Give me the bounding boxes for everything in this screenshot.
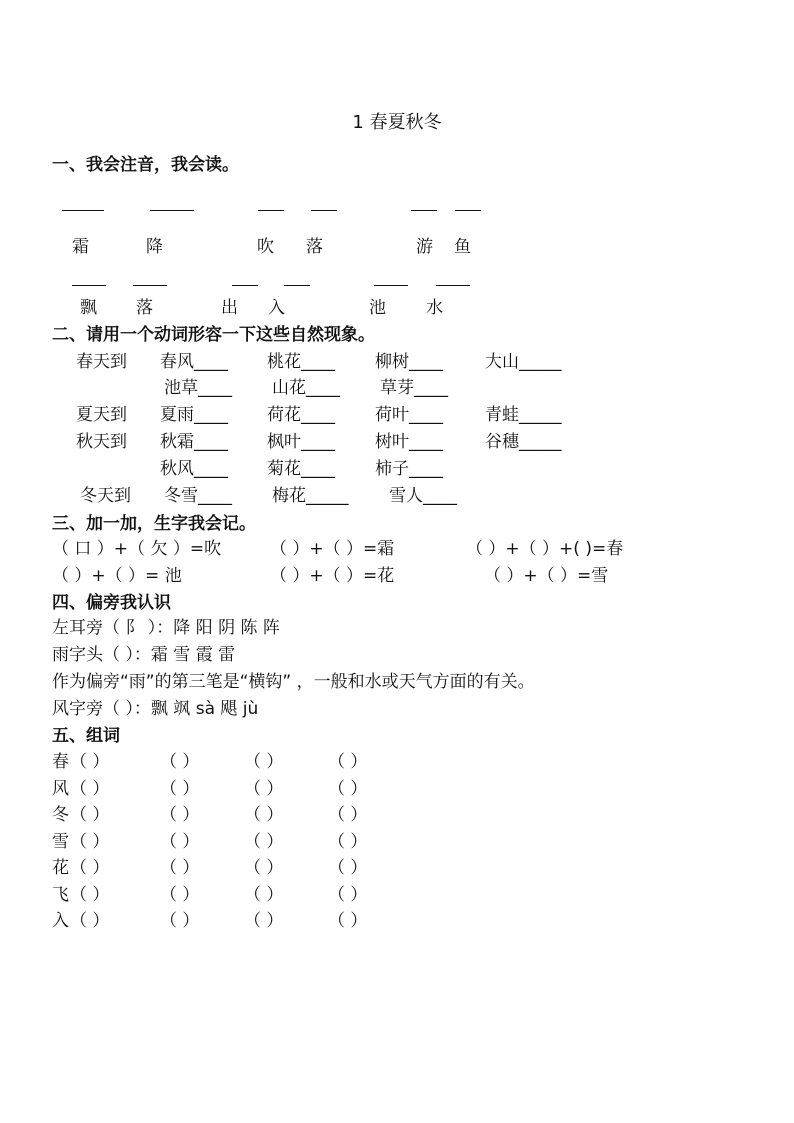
fill-item[interactable]: 冬雪____ [164,486,232,506]
word-blank[interactable]: （ ） [244,858,284,878]
word-blank[interactable]: （ ） [244,752,284,772]
compose-equation[interactable]: （ ）+（ ）=霜 [270,539,395,559]
word-blank[interactable]: （ ） [244,831,284,852]
word-grid-character: 雪 [52,831,69,852]
season-label: 夏天到 [76,405,127,425]
radical-line-wind[interactable]: 风字旁（ ）：飘 飒 sà 飓 jù [52,699,259,719]
character: 水 [426,298,443,318]
fill-item[interactable]: 夏雨____ [160,405,228,425]
fill-item[interactable]: 雪人____ [389,486,457,506]
character: 吹 [257,237,274,257]
section-2-heading: 二、请用一个动词形容一下这些自然现象。 [52,325,375,345]
word-blank[interactable]: （ ） [160,778,200,799]
word-grid-character: 冬 [52,805,69,825]
character: 出 [221,298,238,318]
word-blank[interactable]: （ ） [70,884,110,905]
word-blank[interactable]: （ ） [160,831,200,852]
fill-item[interactable]: 桃花____ [267,352,335,372]
season-label: 秋天到 [76,432,127,452]
word-blank[interactable]: （ ） [328,911,368,931]
fill-item[interactable]: 梅花_____ [272,486,349,506]
character: 落 [306,237,323,257]
fill-item[interactable]: 枫叶____ [267,432,335,452]
word-grid-character: 春 [52,752,69,772]
character: 降 [146,237,163,257]
word-blank[interactable]: （ ） [160,752,200,772]
word-blank[interactable]: （ ） [328,831,368,852]
fill-item[interactable]: 树叶____ [375,432,443,452]
fill-item[interactable]: 荷花____ [267,405,335,425]
radical-note: 作为偏旁“雨”的第三笔是“横钩” ，一般和水或天气方面的有关。 [52,672,535,692]
radical-line-rain[interactable]: 雨字头（ ）：霜 雪 霞 雷 [52,645,236,665]
radical-line-left-ear: 左耳旁（ 阝 ）：降 阳 阴 陈 阵 [52,618,280,638]
word-blank[interactable]: （ ） [70,911,110,931]
character: 落 [136,298,153,318]
compose-equation[interactable]: （ ）+（ ）=花 [270,566,395,586]
pinyin-blank[interactable] [150,210,194,211]
fill-item[interactable]: 池草____ [164,378,232,398]
character: 入 [268,298,285,318]
word-blank[interactable]: （ ） [70,778,110,799]
fill-item[interactable]: 秋风____ [160,459,228,479]
word-blank[interactable]: （ ） [70,831,110,852]
word-grid-character: 风 [52,778,69,799]
pinyin-blank[interactable] [374,285,408,286]
fill-item[interactable]: 青蛙_____ [485,405,562,425]
pinyin-blank[interactable] [133,285,167,286]
fill-item[interactable]: 山花____ [272,378,340,398]
word-grid-character: 花 [52,858,69,878]
character: 霜 [72,237,89,257]
fill-item[interactable]: 菊花____ [267,459,335,479]
season-label: 春天到 [76,352,127,372]
pinyin-blank[interactable] [455,210,481,211]
fill-item[interactable]: 大山_____ [485,352,562,372]
character: 鱼 [454,237,471,257]
word-blank[interactable]: （ ） [160,911,200,931]
word-blank[interactable]: （ ） [244,805,284,825]
compose-equation[interactable]: （ ）+（ ）+( )=春 [466,539,624,559]
word-blank[interactable]: （ ） [160,884,200,905]
word-blank[interactable]: （ ） [70,858,110,878]
word-grid-character: 飞 [52,884,69,905]
compose-equation[interactable]: （ 口 ）+（ 欠 ）=吹 [52,539,222,559]
word-blank[interactable]: （ ） [328,752,368,772]
word-blank[interactable]: （ ） [328,884,368,905]
pinyin-blank[interactable] [284,285,310,286]
word-blank[interactable]: （ ） [244,911,284,931]
pinyin-blank[interactable] [72,285,106,286]
section-3-heading: 三、加一加，生字我会记。 [52,514,256,534]
pinyin-blank[interactable] [311,210,337,211]
word-blank[interactable]: （ ） [160,858,200,878]
page-title: 1 春夏秋冬 [352,112,442,133]
word-blank[interactable]: （ ） [70,752,110,772]
word-blank[interactable]: （ ） [244,884,284,905]
pinyin-blank[interactable] [436,285,470,286]
compose-equation[interactable]: （ ）+（ ）= 池 [52,566,182,586]
fill-item[interactable]: 春风____ [160,352,228,372]
fill-item[interactable]: 谷穗_____ [485,432,562,452]
word-blank[interactable]: （ ） [328,858,368,878]
section-4-heading: 四、偏旁我认识 [52,593,171,613]
character: 游 [416,237,433,257]
season-label: 冬天到 [80,486,131,506]
word-blank[interactable]: （ ） [70,805,110,825]
character: 池 [369,298,386,318]
compose-equation[interactable]: （ ）+（ ）=雪 [484,566,609,586]
word-blank[interactable]: （ ） [244,778,284,799]
word-blank[interactable]: （ ） [160,805,200,825]
word-blank[interactable]: （ ） [328,778,368,799]
section-1-heading: 一、我会注音，我会读。 [52,155,239,175]
fill-item[interactable]: 荷叶____ [375,405,443,425]
section-5-heading: 五、组词 [52,726,120,746]
pinyin-blank[interactable] [411,210,437,211]
pinyin-blank[interactable] [232,285,258,286]
pinyin-blank[interactable] [62,210,104,211]
fill-item[interactable]: 柳树____ [375,352,443,372]
word-blank[interactable]: （ ） [328,805,368,825]
fill-item[interactable]: 草芽____ [380,378,448,398]
character: 飘 [80,298,97,318]
word-grid-character: 入 [52,911,69,931]
pinyin-blank[interactable] [258,210,284,211]
fill-item[interactable]: 柿子____ [375,459,443,479]
fill-item[interactable]: 秋霜____ [160,432,228,452]
